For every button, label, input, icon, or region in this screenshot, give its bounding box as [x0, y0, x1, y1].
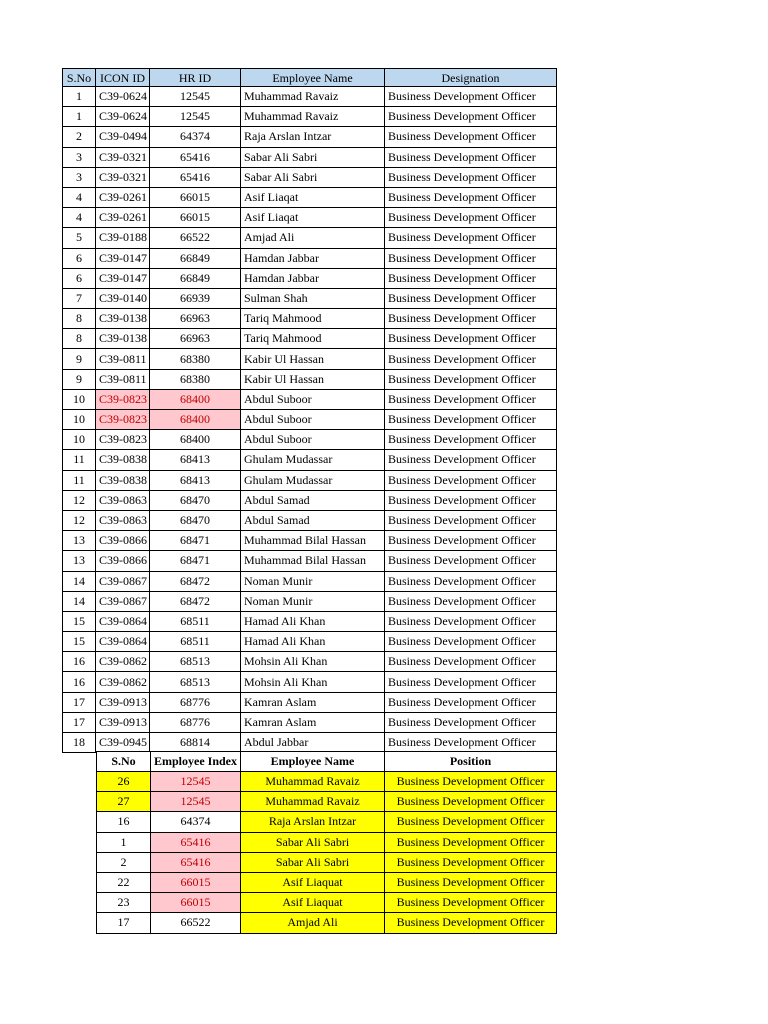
table-row — [97, 893, 557, 913]
cell-icon-id[interactable]: C39-0823 — [96, 430, 150, 450]
cell-employee-name[interactable]: Amjad Ali — [241, 228, 385, 248]
table-row — [63, 127, 557, 147]
table-row — [97, 772, 557, 792]
cell-hr-id[interactable]: 64374 — [150, 127, 241, 147]
cell-employee-name[interactable]: Asif Liaqat — [241, 187, 385, 207]
cell-designation[interactable]: Business Development Officer — [385, 127, 557, 147]
cell-hr-id[interactable]: 66849 — [150, 248, 241, 268]
cell-employee-name[interactable]: Hamdan Jabbar — [241, 268, 385, 288]
cell-sno[interactable]: 13 — [63, 531, 96, 551]
cell-icon-id[interactable]: C39-0147 — [96, 268, 150, 288]
cell-hr-id[interactable]: 66939 — [150, 288, 241, 308]
cell-employee-name[interactable]: Mohsin Ali Khan — [241, 672, 385, 692]
header-icon-id[interactable]: ICON ID — [96, 69, 150, 87]
cell-sno[interactable]: 2 — [97, 852, 151, 872]
employee-table-header — [63, 69, 557, 87]
cell-employee-index[interactable]: 66015 — [151, 872, 241, 892]
table-row — [63, 652, 557, 672]
cell-sno[interactable]: 26 — [97, 772, 151, 792]
cell-position[interactable]: Business Development Officer — [385, 812, 557, 832]
cell-sno[interactable]: 15 — [63, 632, 96, 652]
cell-hr-id[interactable]: 68511 — [150, 611, 241, 631]
cell-employee-name[interactable]: Muhammad Ravaiz — [241, 792, 385, 812]
cell-sno[interactable]: 14 — [63, 571, 96, 591]
cell-employee-name[interactable]: Muhammad Bilal Hassan — [241, 551, 385, 571]
cell-designation[interactable]: Business Development Officer — [385, 87, 557, 107]
table-row — [63, 329, 557, 349]
header-employee-index[interactable]: Employee Index — [151, 752, 241, 772]
cell-employee-name[interactable]: Kamran Aslam — [241, 692, 385, 712]
cell-designation[interactable]: Business Development Officer — [385, 329, 557, 349]
cell-employee-name[interactable]: Amjad Ali — [241, 913, 385, 933]
cell-designation[interactable]: Business Development Officer — [385, 672, 557, 692]
cell-hr-id[interactable]: 68400 — [150, 430, 241, 450]
cell-icon-id[interactable]: C39-0838 — [96, 470, 150, 490]
cell-icon-id[interactable]: C39-0147 — [96, 248, 150, 268]
cell-sno[interactable]: 17 — [97, 913, 151, 933]
table-row — [63, 611, 557, 631]
table-row — [63, 571, 557, 591]
table-row — [63, 147, 557, 167]
cell-employee-name[interactable]: Ghulam Mudassar — [241, 450, 385, 470]
cell-sno[interactable]: 8 — [63, 309, 96, 329]
table-row — [63, 591, 557, 611]
cell-icon-id[interactable]: C39-0866 — [96, 551, 150, 571]
cell-employee-name[interactable]: Muhammad Ravaiz — [241, 87, 385, 107]
table-row — [97, 792, 557, 812]
cell-hr-id[interactable]: 68513 — [150, 652, 241, 672]
cell-designation[interactable]: Business Development Officer — [385, 107, 557, 127]
employee-table — [62, 68, 557, 753]
cell-designation[interactable]: Business Development Officer — [385, 611, 557, 631]
cell-position[interactable]: Business Development Officer — [385, 913, 557, 933]
cell-designation[interactable]: Business Development Officer — [385, 228, 557, 248]
cell-sno[interactable]: 15 — [63, 611, 96, 631]
cell-icon-id[interactable]: C39-0138 — [96, 329, 150, 349]
cell-designation[interactable]: Business Development Officer — [385, 490, 557, 510]
cell-employee-name[interactable]: Muhammad Ravaiz — [241, 772, 385, 792]
employee-table-body — [63, 87, 557, 753]
cell-employee-name[interactable]: Abdul Jabbar — [241, 733, 385, 753]
cell-employee-name[interactable]: Sabar Ali Sabri — [241, 167, 385, 187]
cell-employee-name[interactable]: Kamran Aslam — [241, 712, 385, 732]
cell-position[interactable]: Business Development Officer — [385, 893, 557, 913]
cell-designation[interactable]: Business Development Officer — [385, 510, 557, 530]
cell-employee-name[interactable]: Hamdan Jabbar — [241, 248, 385, 268]
cell-employee-name[interactable]: Tariq Mahmood — [241, 329, 385, 349]
header-employee-name[interactable]: Employee Name — [241, 752, 385, 772]
cell-icon-id[interactable]: C39-0864 — [96, 632, 150, 652]
cell-icon-id[interactable]: C39-0866 — [96, 531, 150, 551]
cell-hr-id[interactable]: 68413 — [150, 470, 241, 490]
table-row — [63, 450, 557, 470]
cell-sno[interactable]: 11 — [63, 470, 96, 490]
table-row — [63, 389, 557, 409]
cell-icon-id[interactable]: C39-0321 — [96, 147, 150, 167]
cell-designation[interactable]: Business Development Officer — [385, 167, 557, 187]
cell-icon-id[interactable]: C39-0913 — [96, 692, 150, 712]
cell-hr-id[interactable]: 68513 — [150, 672, 241, 692]
cell-employee-index[interactable]: 65416 — [151, 832, 241, 852]
position-table-header — [97, 752, 557, 772]
cell-sno[interactable]: 12 — [63, 490, 96, 510]
position-table — [96, 751, 557, 934]
cell-sno[interactable]: 10 — [63, 430, 96, 450]
table-row — [63, 208, 557, 228]
cell-icon-id[interactable]: C39-0867 — [96, 571, 150, 591]
cell-hr-id[interactable]: 68380 — [150, 369, 241, 389]
cell-sno[interactable]: 23 — [97, 893, 151, 913]
cell-icon-id[interactable]: C39-0811 — [96, 349, 150, 369]
cell-hr-id[interactable]: 68776 — [150, 692, 241, 712]
cell-sno[interactable]: 3 — [63, 147, 96, 167]
cell-employee-name[interactable]: Mohsin Ali Khan — [241, 652, 385, 672]
cell-designation[interactable]: Business Development Officer — [385, 531, 557, 551]
cell-icon-id[interactable]: C39-0823 — [96, 389, 150, 409]
cell-designation[interactable]: Business Development Officer — [385, 450, 557, 470]
cell-sno[interactable]: 17 — [63, 712, 96, 732]
cell-sno[interactable]: 9 — [63, 369, 96, 389]
cell-employee-name[interactable]: Sabar Ali Sabri — [241, 852, 385, 872]
cell-employee-name[interactable]: Abdul Suboor — [241, 410, 385, 430]
cell-sno[interactable]: 3 — [63, 167, 96, 187]
cell-sno[interactable]: 12 — [63, 510, 96, 530]
cell-designation[interactable]: Business Development Officer — [385, 268, 557, 288]
table-row — [63, 349, 557, 369]
table-row — [63, 187, 557, 207]
cell-sno[interactable]: 6 — [63, 248, 96, 268]
table-row — [63, 87, 557, 107]
table-row — [63, 228, 557, 248]
table-row — [63, 268, 557, 288]
cell-employee-name[interactable]: Raja Arslan Intzar — [241, 812, 385, 832]
cell-designation[interactable]: Business Development Officer — [385, 410, 557, 430]
cell-hr-id[interactable]: 68471 — [150, 551, 241, 571]
cell-position[interactable]: Business Development Officer — [385, 852, 557, 872]
cell-icon-id[interactable]: C39-0261 — [96, 187, 150, 207]
cell-icon-id[interactable]: C39-0867 — [96, 591, 150, 611]
cell-designation[interactable]: Business Development Officer — [385, 309, 557, 329]
cell-employee-name[interactable]: Abdul Suboor — [241, 389, 385, 409]
table-row — [97, 913, 557, 933]
cell-employee-name[interactable]: Noman Munir — [241, 571, 385, 591]
cell-icon-id[interactable]: C39-0140 — [96, 288, 150, 308]
cell-icon-id[interactable]: C39-0624 — [96, 107, 150, 127]
cell-icon-id[interactable]: C39-0862 — [96, 652, 150, 672]
cell-sno[interactable]: 6 — [63, 268, 96, 288]
cell-employee-name[interactable]: Abdul Samad — [241, 510, 385, 530]
cell-employee-name[interactable]: Sulman Shah — [241, 288, 385, 308]
cell-sno[interactable]: 22 — [97, 872, 151, 892]
cell-employee-index[interactable]: 65416 — [151, 852, 241, 872]
cell-sno[interactable]: 2 — [63, 127, 96, 147]
cell-sno[interactable]: 1 — [63, 87, 96, 107]
cell-designation[interactable]: Business Development Officer — [385, 208, 557, 228]
cell-designation[interactable]: Business Development Officer — [385, 248, 557, 268]
cell-employee-index[interactable]: 66522 — [151, 913, 241, 933]
cell-icon-id[interactable]: C39-0494 — [96, 127, 150, 147]
table-row — [63, 167, 557, 187]
cell-hr-id[interactable]: 68814 — [150, 733, 241, 753]
cell-sno[interactable]: 16 — [63, 672, 96, 692]
cell-employee-index[interactable]: 66015 — [151, 893, 241, 913]
cell-employee-name[interactable]: Noman Munir — [241, 591, 385, 611]
cell-employee-name[interactable]: Abdul Suboor — [241, 430, 385, 450]
cell-icon-id[interactable]: C39-0138 — [96, 309, 150, 329]
table-row — [63, 712, 557, 732]
cell-icon-id[interactable]: C39-0811 — [96, 369, 150, 389]
cell-employee-name[interactable]: Ghulam Mudassar — [241, 470, 385, 490]
table-row — [63, 672, 557, 692]
cell-employee-name[interactable]: Muhammad Ravaiz — [241, 107, 385, 127]
cell-sno[interactable]: 13 — [63, 551, 96, 571]
header-designation[interactable]: Designation — [385, 69, 557, 87]
cell-sno[interactable]: 18 — [63, 733, 96, 753]
cell-icon-id[interactable]: C39-0864 — [96, 611, 150, 631]
cell-designation[interactable]: Business Development Officer — [385, 430, 557, 450]
cell-hr-id[interactable]: 66522 — [150, 228, 241, 248]
cell-icon-id[interactable]: C39-0862 — [96, 672, 150, 692]
cell-icon-id[interactable]: C39-0945 — [96, 733, 150, 753]
table-row — [63, 288, 557, 308]
cell-icon-id[interactable]: C39-0321 — [96, 167, 150, 187]
table-row — [97, 872, 557, 892]
cell-sno[interactable]: 5 — [63, 228, 96, 248]
cell-hr-id[interactable]: 68472 — [150, 591, 241, 611]
cell-icon-id[interactable]: C39-0188 — [96, 228, 150, 248]
cell-hr-id[interactable]: 68413 — [150, 450, 241, 470]
cell-designation[interactable]: Business Development Officer — [385, 733, 557, 753]
cell-sno[interactable]: 16 — [63, 652, 96, 672]
cell-employee-name[interactable]: Kabir Ul Hassan — [241, 349, 385, 369]
cell-position[interactable]: Business Development Officer — [385, 872, 557, 892]
table-row — [63, 733, 557, 753]
cell-sno[interactable]: 27 — [97, 792, 151, 812]
cell-hr-id[interactable]: 66015 — [150, 208, 241, 228]
cell-hr-id[interactable]: 68511 — [150, 632, 241, 652]
cell-sno[interactable]: 9 — [63, 349, 96, 369]
cell-designation[interactable]: Business Development Officer — [385, 591, 557, 611]
cell-hr-id[interactable]: 68470 — [150, 510, 241, 530]
cell-hr-id[interactable]: 68472 — [150, 571, 241, 591]
cell-icon-id[interactable]: C39-0863 — [96, 510, 150, 530]
table-row — [63, 490, 557, 510]
cell-hr-id[interactable]: 66015 — [150, 187, 241, 207]
cell-sno[interactable]: 8 — [63, 329, 96, 349]
position-table-body — [97, 772, 557, 934]
cell-hr-id[interactable]: 12545 — [150, 107, 241, 127]
cell-hr-id[interactable]: 68400 — [150, 389, 241, 409]
cell-employee-name[interactable]: Tariq Mahmood — [241, 309, 385, 329]
cell-employee-name[interactable]: Asif Liaquat — [241, 893, 385, 913]
cell-employee-index[interactable]: 12545 — [151, 792, 241, 812]
cell-hr-id[interactable]: 68471 — [150, 531, 241, 551]
cell-designation[interactable]: Business Development Officer — [385, 349, 557, 369]
cell-sno[interactable]: 7 — [63, 288, 96, 308]
cell-sno[interactable]: 14 — [63, 591, 96, 611]
header-position[interactable]: Position — [385, 752, 557, 772]
cell-designation[interactable]: Business Development Officer — [385, 712, 557, 732]
cell-hr-id[interactable]: 65416 — [150, 147, 241, 167]
cell-icon-id[interactable]: C39-0261 — [96, 208, 150, 228]
header-hr-id[interactable]: HR ID — [150, 69, 241, 87]
cell-employee-index[interactable]: 64374 — [151, 812, 241, 832]
table-row — [97, 832, 557, 852]
table-row — [63, 430, 557, 450]
cell-hr-id[interactable]: 65416 — [150, 167, 241, 187]
table-row — [63, 309, 557, 329]
cell-designation[interactable]: Business Development Officer — [385, 470, 557, 490]
table-row — [97, 812, 557, 832]
header-sno[interactable]: S.No — [97, 752, 151, 772]
cell-position[interactable]: Business Development Officer — [385, 832, 557, 852]
table-row — [63, 551, 557, 571]
cell-hr-id[interactable]: 68470 — [150, 490, 241, 510]
cell-employee-name[interactable]: Abdul Samad — [241, 490, 385, 510]
header-employee-name[interactable]: Employee Name — [241, 69, 385, 87]
table-row — [63, 248, 557, 268]
cell-sno[interactable]: 11 — [63, 450, 96, 470]
table-row — [63, 531, 557, 551]
cell-icon-id[interactable]: C39-0624 — [96, 87, 150, 107]
cell-employee-name[interactable]: Sabar Ali Sabri — [241, 832, 385, 852]
cell-designation[interactable]: Business Development Officer — [385, 632, 557, 652]
cell-employee-name[interactable]: Sabar Ali Sabri — [241, 147, 385, 167]
cell-hr-id[interactable]: 68380 — [150, 349, 241, 369]
cell-employee-name[interactable]: Muhammad Bilal Hassan — [241, 531, 385, 551]
table-row — [63, 410, 557, 430]
cell-designation[interactable]: Business Development Officer — [385, 389, 557, 409]
cell-sno[interactable]: 16 — [97, 812, 151, 832]
table-row — [97, 852, 557, 872]
cell-designation[interactable]: Business Development Officer — [385, 147, 557, 167]
table-row — [63, 692, 557, 712]
cell-hr-id[interactable]: 12545 — [150, 87, 241, 107]
table-row — [63, 369, 557, 389]
table-row — [63, 470, 557, 490]
cell-designation[interactable]: Business Development Officer — [385, 571, 557, 591]
cell-icon-id[interactable]: C39-0823 — [96, 410, 150, 430]
cell-designation[interactable]: Business Development Officer — [385, 288, 557, 308]
cell-sno[interactable]: 4 — [63, 187, 96, 207]
header-sno[interactable]: S.No — [63, 69, 96, 87]
cell-designation[interactable]: Business Development Officer — [385, 551, 557, 571]
cell-employee-name[interactable]: Asif Liaqat — [241, 208, 385, 228]
cell-hr-id[interactable]: 66849 — [150, 268, 241, 288]
cell-sno[interactable]: 17 — [63, 692, 96, 712]
cell-designation[interactable]: Business Development Officer — [385, 692, 557, 712]
cell-designation[interactable]: Business Development Officer — [385, 187, 557, 207]
cell-sno[interactable]: 4 — [63, 208, 96, 228]
cell-employee-name[interactable]: Raja Arslan Intzar — [241, 127, 385, 147]
cell-position[interactable]: Business Development Officer — [385, 792, 557, 812]
cell-employee-name[interactable]: Hamad Ali Khan — [241, 611, 385, 631]
cell-employee-name[interactable]: Kabir Ul Hassan — [241, 369, 385, 389]
cell-position[interactable]: Business Development Officer — [385, 772, 557, 792]
cell-hr-id[interactable]: 66963 — [150, 309, 241, 329]
cell-employee-name[interactable]: Asif Liaquat — [241, 872, 385, 892]
cell-sno[interactable]: 1 — [97, 832, 151, 852]
cell-employee-name[interactable]: Hamad Ali Khan — [241, 632, 385, 652]
cell-hr-id[interactable]: 68776 — [150, 712, 241, 732]
table-row — [63, 510, 557, 530]
cell-icon-id[interactable]: C39-0913 — [96, 712, 150, 732]
cell-sno[interactable]: 10 — [63, 389, 96, 409]
cell-designation[interactable]: Business Development Officer — [385, 652, 557, 672]
cell-sno[interactable]: 1 — [63, 107, 96, 127]
table-row — [63, 107, 557, 127]
cell-employee-index[interactable]: 12545 — [151, 772, 241, 792]
cell-hr-id[interactable]: 66963 — [150, 329, 241, 349]
cell-designation[interactable]: Business Development Officer — [385, 369, 557, 389]
cell-sno[interactable]: 10 — [63, 410, 96, 430]
cell-icon-id[interactable]: C39-0863 — [96, 490, 150, 510]
cell-hr-id[interactable]: 68400 — [150, 410, 241, 430]
cell-icon-id[interactable]: C39-0838 — [96, 450, 150, 470]
table-row — [63, 632, 557, 652]
